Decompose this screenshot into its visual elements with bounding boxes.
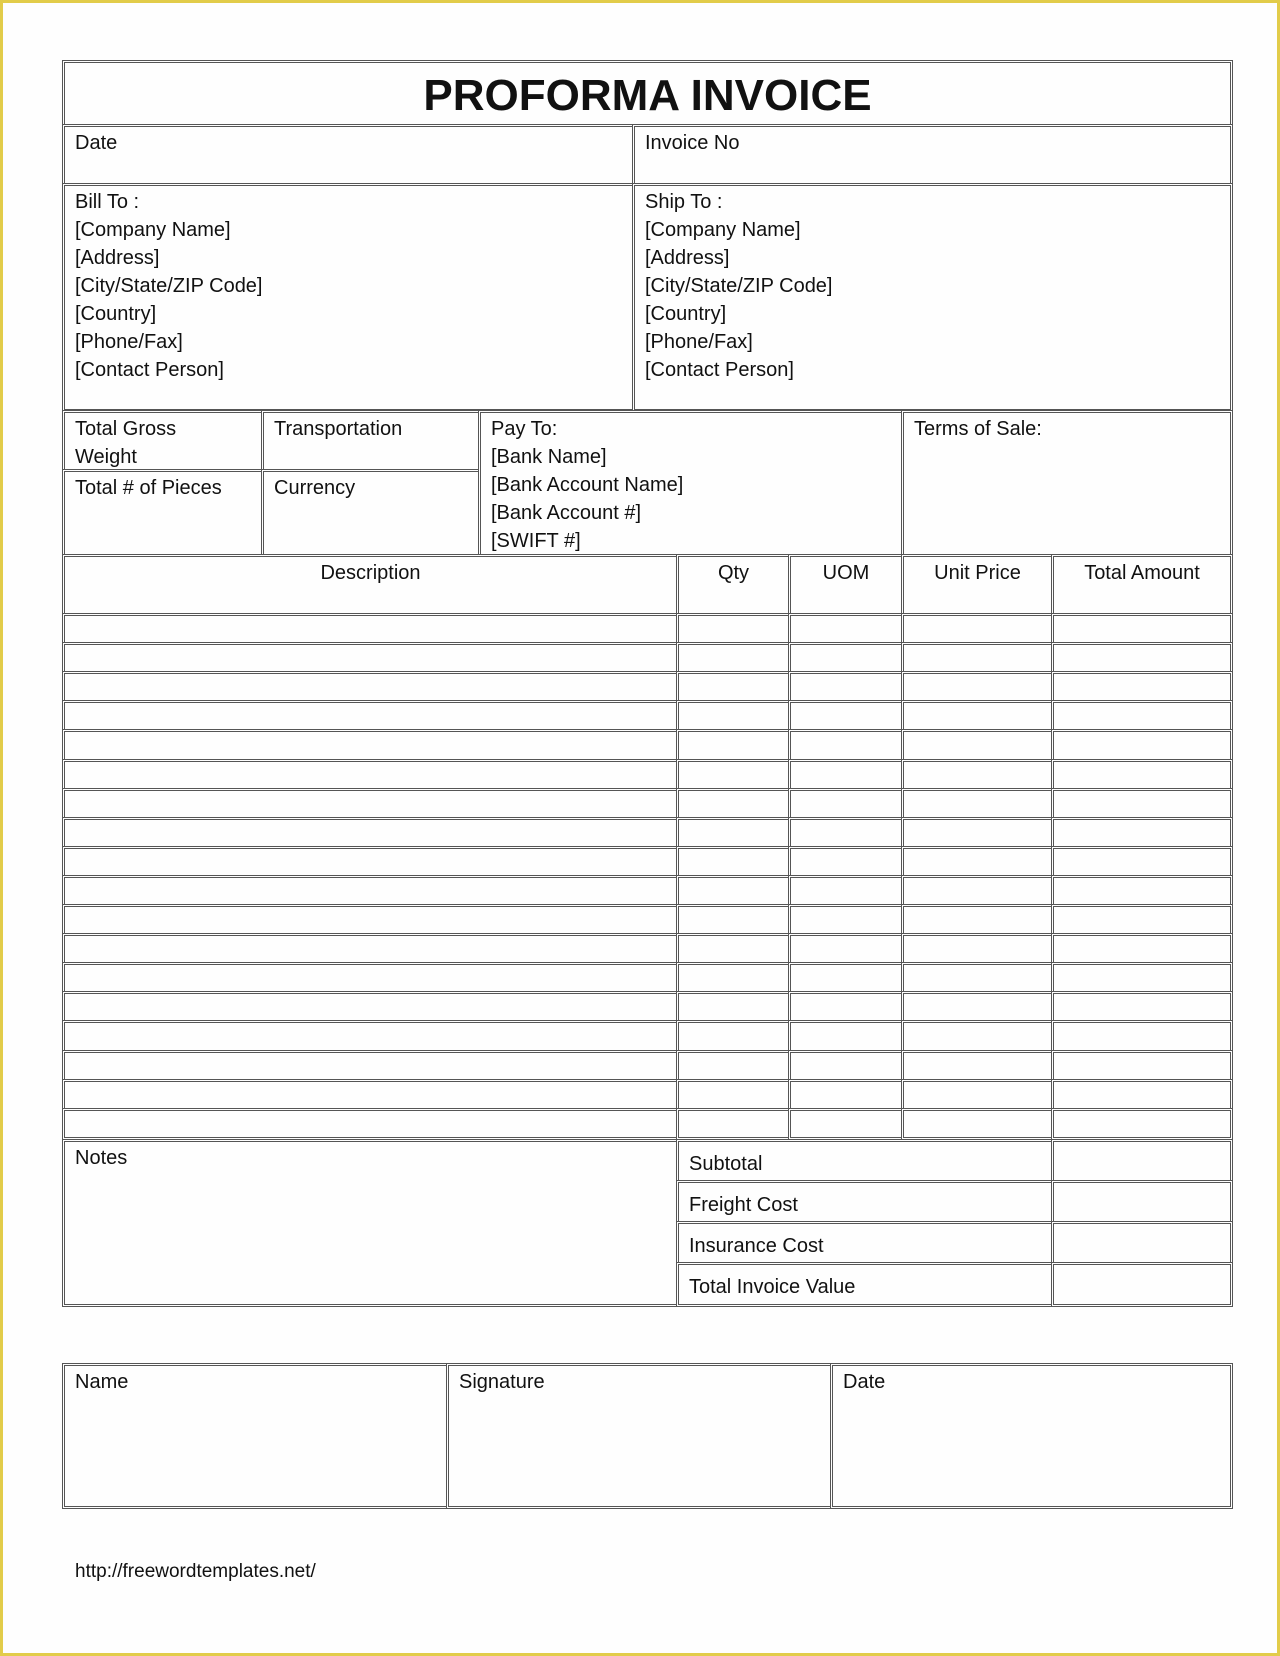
bill-to-city: [City/State/ZIP Code] [75,275,263,297]
table-cell-unit-price[interactable] [901,1108,1054,1140]
table-cell-qty[interactable] [676,1108,791,1140]
currency-field[interactable] [261,469,481,557]
bill-to-contact: [Contact Person] [75,359,224,381]
table-cell-qty[interactable] [676,642,791,674]
table-cell-unit-price[interactable] [901,904,1054,936]
table-cell-uom[interactable] [788,904,904,936]
table-cell-unit-price[interactable] [901,1020,1054,1053]
table-cell-description[interactable] [62,817,679,849]
signoff-signature-field[interactable] [446,1363,833,1509]
date-label: Date [75,132,118,154]
freight-cost-label-cell [676,1180,1054,1224]
ship-to-block[interactable] [632,183,1233,412]
bill-to-country: [Country] [75,303,157,325]
table-cell-total-amount[interactable] [1051,1108,1233,1140]
table-cell-uom[interactable] [788,1050,904,1082]
table-cell-qty[interactable] [676,846,791,878]
insurance-cost-value[interactable] [1051,1221,1233,1265]
table-cell-description[interactable] [62,613,679,645]
notes-field[interactable] [62,1139,679,1307]
table-cell-uom[interactable] [788,1020,904,1053]
bill-to-company: [Company Name] [75,219,231,241]
table-cell-uom[interactable] [788,700,904,732]
total-invoice-value[interactable] [1051,1262,1233,1307]
freight-cost-value[interactable] [1051,1180,1233,1224]
table-cell-description[interactable] [62,991,679,1023]
table-cell-unit-price[interactable] [901,759,1054,791]
table-cell-total-amount[interactable] [1051,700,1233,732]
table-cell-description[interactable] [62,933,679,965]
table-cell-total-amount[interactable] [1051,729,1233,762]
insurance-cost-label-cell [676,1221,1054,1265]
table-cell-qty[interactable] [676,1050,791,1082]
table-cell-qty[interactable] [676,817,791,849]
table-cell-unit-price[interactable] [901,933,1054,965]
table-cell-qty[interactable] [676,1020,791,1053]
total-invoice-value-label-cell [676,1262,1054,1307]
insurance-cost-label: Insurance Cost [689,1235,824,1257]
table-cell-uom[interactable] [788,671,904,703]
invoice-no-field[interactable] [632,124,1233,186]
table-cell-uom[interactable] [788,933,904,965]
table-cell-total-amount[interactable] [1051,788,1233,820]
ship-to-country: [Country] [645,303,727,325]
table-cell-total-amount[interactable] [1051,613,1233,645]
table-cell-description[interactable] [62,671,679,703]
table-cell-qty[interactable] [676,729,791,762]
gross-weight-label-line2: Weight [75,446,137,468]
table-cell-unit-price[interactable] [901,613,1054,645]
gross-weight-label-line1: Total Gross [75,418,177,440]
terms-of-sale-field[interactable] [901,410,1233,557]
table-cell-total-amount[interactable] [1051,991,1233,1023]
ship-to-address: [Address] [645,247,730,269]
table-cell-qty[interactable] [676,700,791,732]
table-cell-description[interactable] [62,642,679,674]
signoff-signature-label: Signature [459,1371,545,1393]
table-cell-total-amount[interactable] [1051,904,1233,936]
header-total-amount-text: Total Amount [1084,562,1200,584]
header-uom [788,554,904,616]
bill-to-address: [Address] [75,247,160,269]
table-cell-qty[interactable] [676,991,791,1023]
table-cell-description[interactable] [62,1079,679,1111]
notes-label: Notes [75,1147,128,1169]
header-unit-price [901,554,1054,616]
pay-to-account-number: [Bank Account #] [491,502,642,524]
currency-label: Currency [274,477,356,499]
bill-to-heading: Bill To : [75,191,140,213]
pay-to-heading: Pay To: [491,418,558,440]
table-cell-uom[interactable] [788,1108,904,1140]
table-cell-unit-price[interactable] [901,1079,1054,1111]
signoff-name-label: Name [75,1371,129,1393]
table-cell-description[interactable] [62,962,679,994]
table-cell-uom[interactable] [788,846,904,878]
transportation-field[interactable] [261,410,481,472]
table-cell-qty[interactable] [676,759,791,791]
table-cell-uom[interactable] [788,875,904,907]
table-cell-total-amount[interactable] [1051,642,1233,674]
table-cell-uom[interactable] [788,991,904,1023]
signoff-date-label: Date [843,1371,886,1393]
invoice-title [62,60,1233,127]
table-cell-unit-price[interactable] [901,700,1054,732]
table-cell-unit-price[interactable] [901,788,1054,820]
table-cell-unit-price[interactable] [901,729,1054,762]
table-cell-uom[interactable] [788,642,904,674]
table-cell-uom[interactable] [788,788,904,820]
freight-cost-label: Freight Cost [689,1194,798,1216]
ship-to-company: [Company Name] [645,219,801,241]
subtotal-value[interactable] [1051,1139,1233,1183]
table-cell-total-amount[interactable] [1051,846,1233,878]
table-cell-unit-price[interactable] [901,642,1054,674]
pay-to-swift: [SWIFT #] [491,530,581,552]
gross-weight-field[interactable] [62,410,264,472]
table-cell-unit-price[interactable] [901,962,1054,994]
table-cell-qty[interactable] [676,904,791,936]
table-cell-description[interactable] [62,729,679,762]
table-cell-uom[interactable] [788,759,904,791]
ship-to-heading: Ship To : [645,191,723,213]
date-field[interactable] [62,124,635,186]
table-cell-qty[interactable] [676,671,791,703]
transportation-label: Transportation [274,418,403,440]
table-cell-unit-price[interactable] [901,991,1054,1023]
table-cell-description[interactable] [62,846,679,878]
table-cell-qty[interactable] [676,875,791,907]
table-cell-total-amount[interactable] [1051,671,1233,703]
table-cell-description[interactable] [62,759,679,791]
table-cell-total-amount[interactable] [1051,933,1233,965]
signoff-date-field[interactable] [830,1363,1233,1509]
bill-to-block[interactable] [62,183,635,412]
table-cell-qty[interactable] [676,962,791,994]
invoice-no-label: Invoice No [645,132,740,154]
ship-to-contact: [Contact Person] [645,359,794,381]
header-qty [676,554,791,616]
table-cell-unit-price[interactable] [901,846,1054,878]
table-cell-uom[interactable] [788,729,904,762]
table-cell-description[interactable] [62,1020,679,1053]
table-cell-qty[interactable] [676,933,791,965]
header-uom-text: UOM [822,562,870,584]
table-cell-total-amount[interactable] [1051,1050,1233,1082]
table-cell-uom[interactable] [788,962,904,994]
signoff-name-field[interactable] [62,1363,449,1509]
footer-url-text: http://freewordtemplates.net/ [75,1561,316,1582]
table-cell-unit-price[interactable] [901,1050,1054,1082]
table-cell-total-amount[interactable] [1051,1079,1233,1111]
table-cell-description[interactable] [62,875,679,907]
subtotal-label: Subtotal [689,1153,763,1175]
table-cell-uom[interactable] [788,1079,904,1111]
header-qty-text: Qty [717,562,750,584]
table-cell-unit-price[interactable] [901,671,1054,703]
table-cell-unit-price[interactable] [901,875,1054,907]
table-cell-total-amount[interactable] [1051,817,1233,849]
header-description-text: Description [320,562,421,584]
table-cell-description[interactable] [62,1050,679,1082]
pay-to-account-name: [Bank Account Name] [491,474,684,496]
header-total-amount [1051,554,1233,616]
footer-url[interactable] [75,1560,316,1584]
table-cell-qty[interactable] [676,788,791,820]
table-cell-qty[interactable] [676,613,791,645]
terms-of-sale-label: Terms of Sale: [914,418,1042,440]
bill-to-phone: [Phone/Fax] [75,331,183,353]
pieces-field[interactable] [62,469,264,557]
invoice-title-text: PROFORMA INVOICE [423,71,872,120]
table-cell-uom[interactable] [788,613,904,645]
ship-to-phone: [Phone/Fax] [645,331,753,353]
pay-to-block[interactable] [478,410,904,557]
subtotal-label-cell [676,1139,1054,1183]
table-cell-description[interactable] [62,788,679,820]
table-cell-total-amount[interactable] [1051,1020,1233,1053]
table-cell-total-amount[interactable] [1051,875,1233,907]
table-cell-total-amount[interactable] [1051,759,1233,791]
table-cell-qty[interactable] [676,1079,791,1111]
table-cell-description[interactable] [62,1108,679,1140]
header-description [62,554,679,616]
pieces-label: Total # of Pieces [75,477,222,499]
table-cell-description[interactable] [62,700,679,732]
table-cell-description[interactable] [62,904,679,936]
header-unit-price-text: Unit Price [934,562,1021,584]
ship-to-city: [City/State/ZIP Code] [645,275,833,297]
table-cell-uom[interactable] [788,817,904,849]
table-cell-unit-price[interactable] [901,817,1054,849]
table-cell-total-amount[interactable] [1051,962,1233,994]
pay-to-bank-name: [Bank Name] [491,446,607,468]
total-invoice-value-label: Total Invoice Value [689,1276,856,1298]
